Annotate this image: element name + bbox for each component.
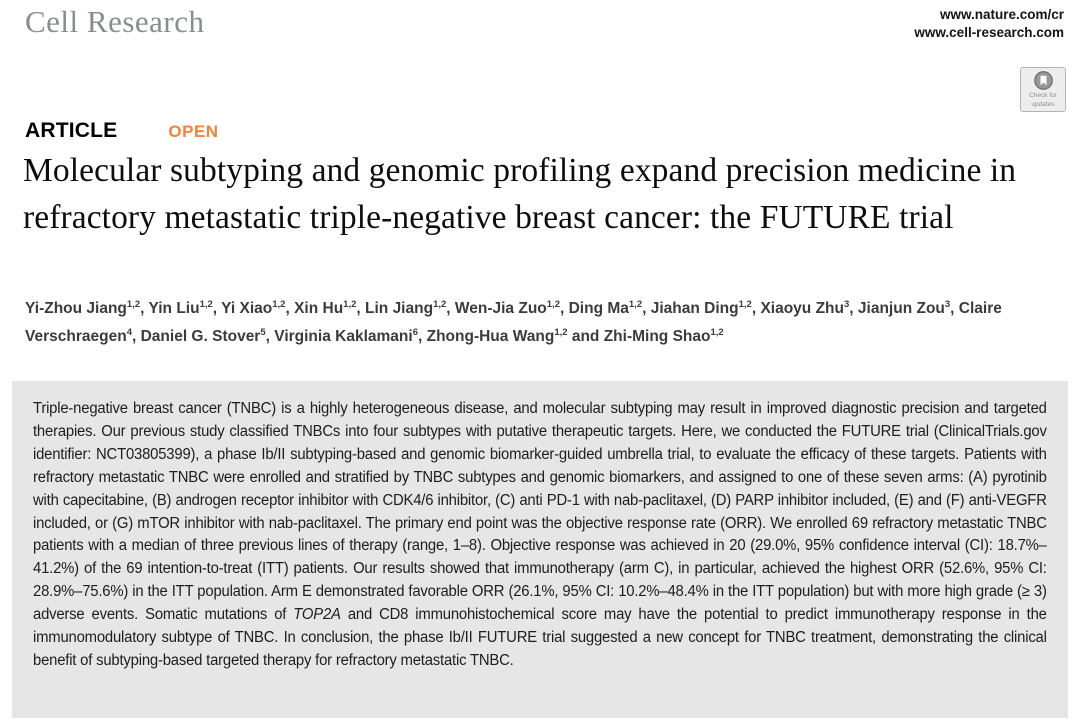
check-for-updates-label xyxy=(1029,92,1057,109)
author-name: Jianjun Zou xyxy=(857,300,945,317)
open-access-label: OPEN xyxy=(168,122,219,141)
author-affiliation-superscript: 1,2 xyxy=(126,298,141,310)
author-affiliation-superscript: 3 xyxy=(843,298,850,310)
author-name: Zhi-Ming Shao xyxy=(603,328,711,345)
author-name: Yin Liu xyxy=(148,300,200,317)
author-affiliation-superscript: 6 xyxy=(412,326,418,338)
abstract-segment: Triple-negative breast cancer (TNBC) is a highly heterogeneous disease, and molecular subtyping may result in improved diagnostic precision and targeted therapies. Our previous study classified TNBCs into four subtypes with putative therapeutic targets. Here, we conducted the FUTURE trial (ClinicalTrials.gov identifier: NCT03805399), a phase Ib/II subtyping-based and genomic biomarker-guided umbrella trial, to evaluate the efficacy of these targets. Patients with refractory metastatic TNBC were enrolled and stratified by TNBC subtypes and genomic biomarkers, and assigned to one of these seven arms: (A) pyrotinib with capecitabine, (B) androgen receptor inhibitor with CDK4/6 inhibitor, (C) anti PD-1 with nab-paclitaxel, (D) PARP inhibitor included, (E) and (F) anti-VEGFR included, or (G) mTOR inhibitor with nab-paclitaxel. The primary end point was the objective response rate (ORR). We enrolled 69 refractory metastatic TNBC patients with a median of three previous lines of therapy (range, 1–8). Objective response was achieved in 20 (29.0%, 95% confidence interval (CI): 18.7%–41.2%) of the 69 intention-to-treat (ITT) patients. Our results showed that immunotherapy (arm C), in particular, achieved the highest ORR (52.6%, 95% CI: 28.9%–75.6%) in the ITT population. Arm E demonstrated favorable ORR (26.1%, 95% CI: 10.2%–48.4% in the ITT population) but with more high grade (≥ 3) adverse events. Somatic mutations of xyxy=(33,400,1047,624)
author-affiliation-superscript: 1,2 xyxy=(710,326,724,338)
check-for-updates-badge[interactable] xyxy=(1020,67,1066,112)
author-affiliation-superscript: 1,2 xyxy=(272,298,286,310)
author-name: Zhong-Hua Wang xyxy=(426,328,555,345)
author-name: Claire Verschraegen xyxy=(25,300,1002,345)
author-name: Jiahan Ding xyxy=(650,300,739,317)
author-name: Yi Xiao xyxy=(221,300,273,317)
abstract-segment: and CD8 immunohistochemical score may have the potential to predict immunotherapy response in the immunomodulatory subtype of TNBC. In conclusion, the phase Ib/II FUTURE trial suggested a new concept for TNBC treatment, demonstrating the clinical benefit of subtyping-based targeted therapy for refractory metastatic TNBC. xyxy=(33,606,1047,669)
author-list: Yi-Zhou Jiang$^{1,2}$, Yin Liu$^{1,2}$, Yi Xiao$^{1,2}$, Xin Hu$^{1,2}$, Lin Jiang$^{1,2}$, Wen-Jia Zuo$^{1,2}$, Ding Ma$^{1,2}$, Jiahan Ding$^{1,2}$, Xiaoyu Zhu$^3$, Jianjun Zou$^3$, Claire Verschraegen$^4$, Daniel G. Stover$^5$, Virginia Kaklamani$^6$, Zhong-Hua Wang$^{1,2}$ and Zhi-Ming Shao$^{1,2}$ xyxy=(25,298,1002,345)
crossmark-icon xyxy=(1033,70,1054,91)
author-name: Xin Hu xyxy=(294,300,344,317)
article-type-label: ARTICLE xyxy=(25,119,118,142)
author-affiliation-superscript: 3 xyxy=(944,298,951,310)
author-affiliation-superscript: 4 xyxy=(126,326,132,338)
article-kicker-row xyxy=(25,119,219,143)
author-affiliation-superscript: 5 xyxy=(260,326,266,338)
abstract-italic-gene: TOP2A xyxy=(293,606,341,624)
abstract-box xyxy=(12,381,1068,718)
author-affiliation-superscript: 1,2 xyxy=(433,298,447,310)
author-affiliation-superscript: 1,2 xyxy=(199,298,213,310)
journal-url-cell-research: www.cell-research.com xyxy=(914,24,1064,40)
author-affiliation-superscript: 1,2 xyxy=(343,298,357,310)
author-name: Lin Jiang xyxy=(365,300,434,317)
author-name: Ding Ma xyxy=(568,300,629,317)
author-name: Xiaoyu Zhu xyxy=(760,300,844,317)
author-name: Wen-Jia Zuo xyxy=(454,300,547,317)
author-affiliation-superscript: 1,2 xyxy=(628,298,643,310)
author-name: Yi-Zhou Jiang xyxy=(25,300,127,317)
journal-title: Cell Research xyxy=(25,4,205,39)
journal-url-nature: www.nature.com/cr xyxy=(939,7,1064,22)
author-name: Daniel G. Stover xyxy=(140,328,261,345)
author-affiliation-superscript: 1,2 xyxy=(738,298,752,310)
badge-label-line1: Check for xyxy=(1029,92,1057,100)
article-title: Molecular subtyping and genomic profiling expand precision medicine in refractory metastatic triple-negative breast cancer: the FUTURE trial xyxy=(23,152,1017,236)
author-affiliation-superscript: 1,2 xyxy=(554,326,568,338)
author-affiliation-superscript: 1,2 xyxy=(546,298,560,310)
author-name: Virginia Kaklamani xyxy=(274,328,413,345)
abstract-text xyxy=(33,398,1047,673)
journal-urls xyxy=(914,6,1064,41)
badge-label-line2: updates xyxy=(1031,100,1055,108)
